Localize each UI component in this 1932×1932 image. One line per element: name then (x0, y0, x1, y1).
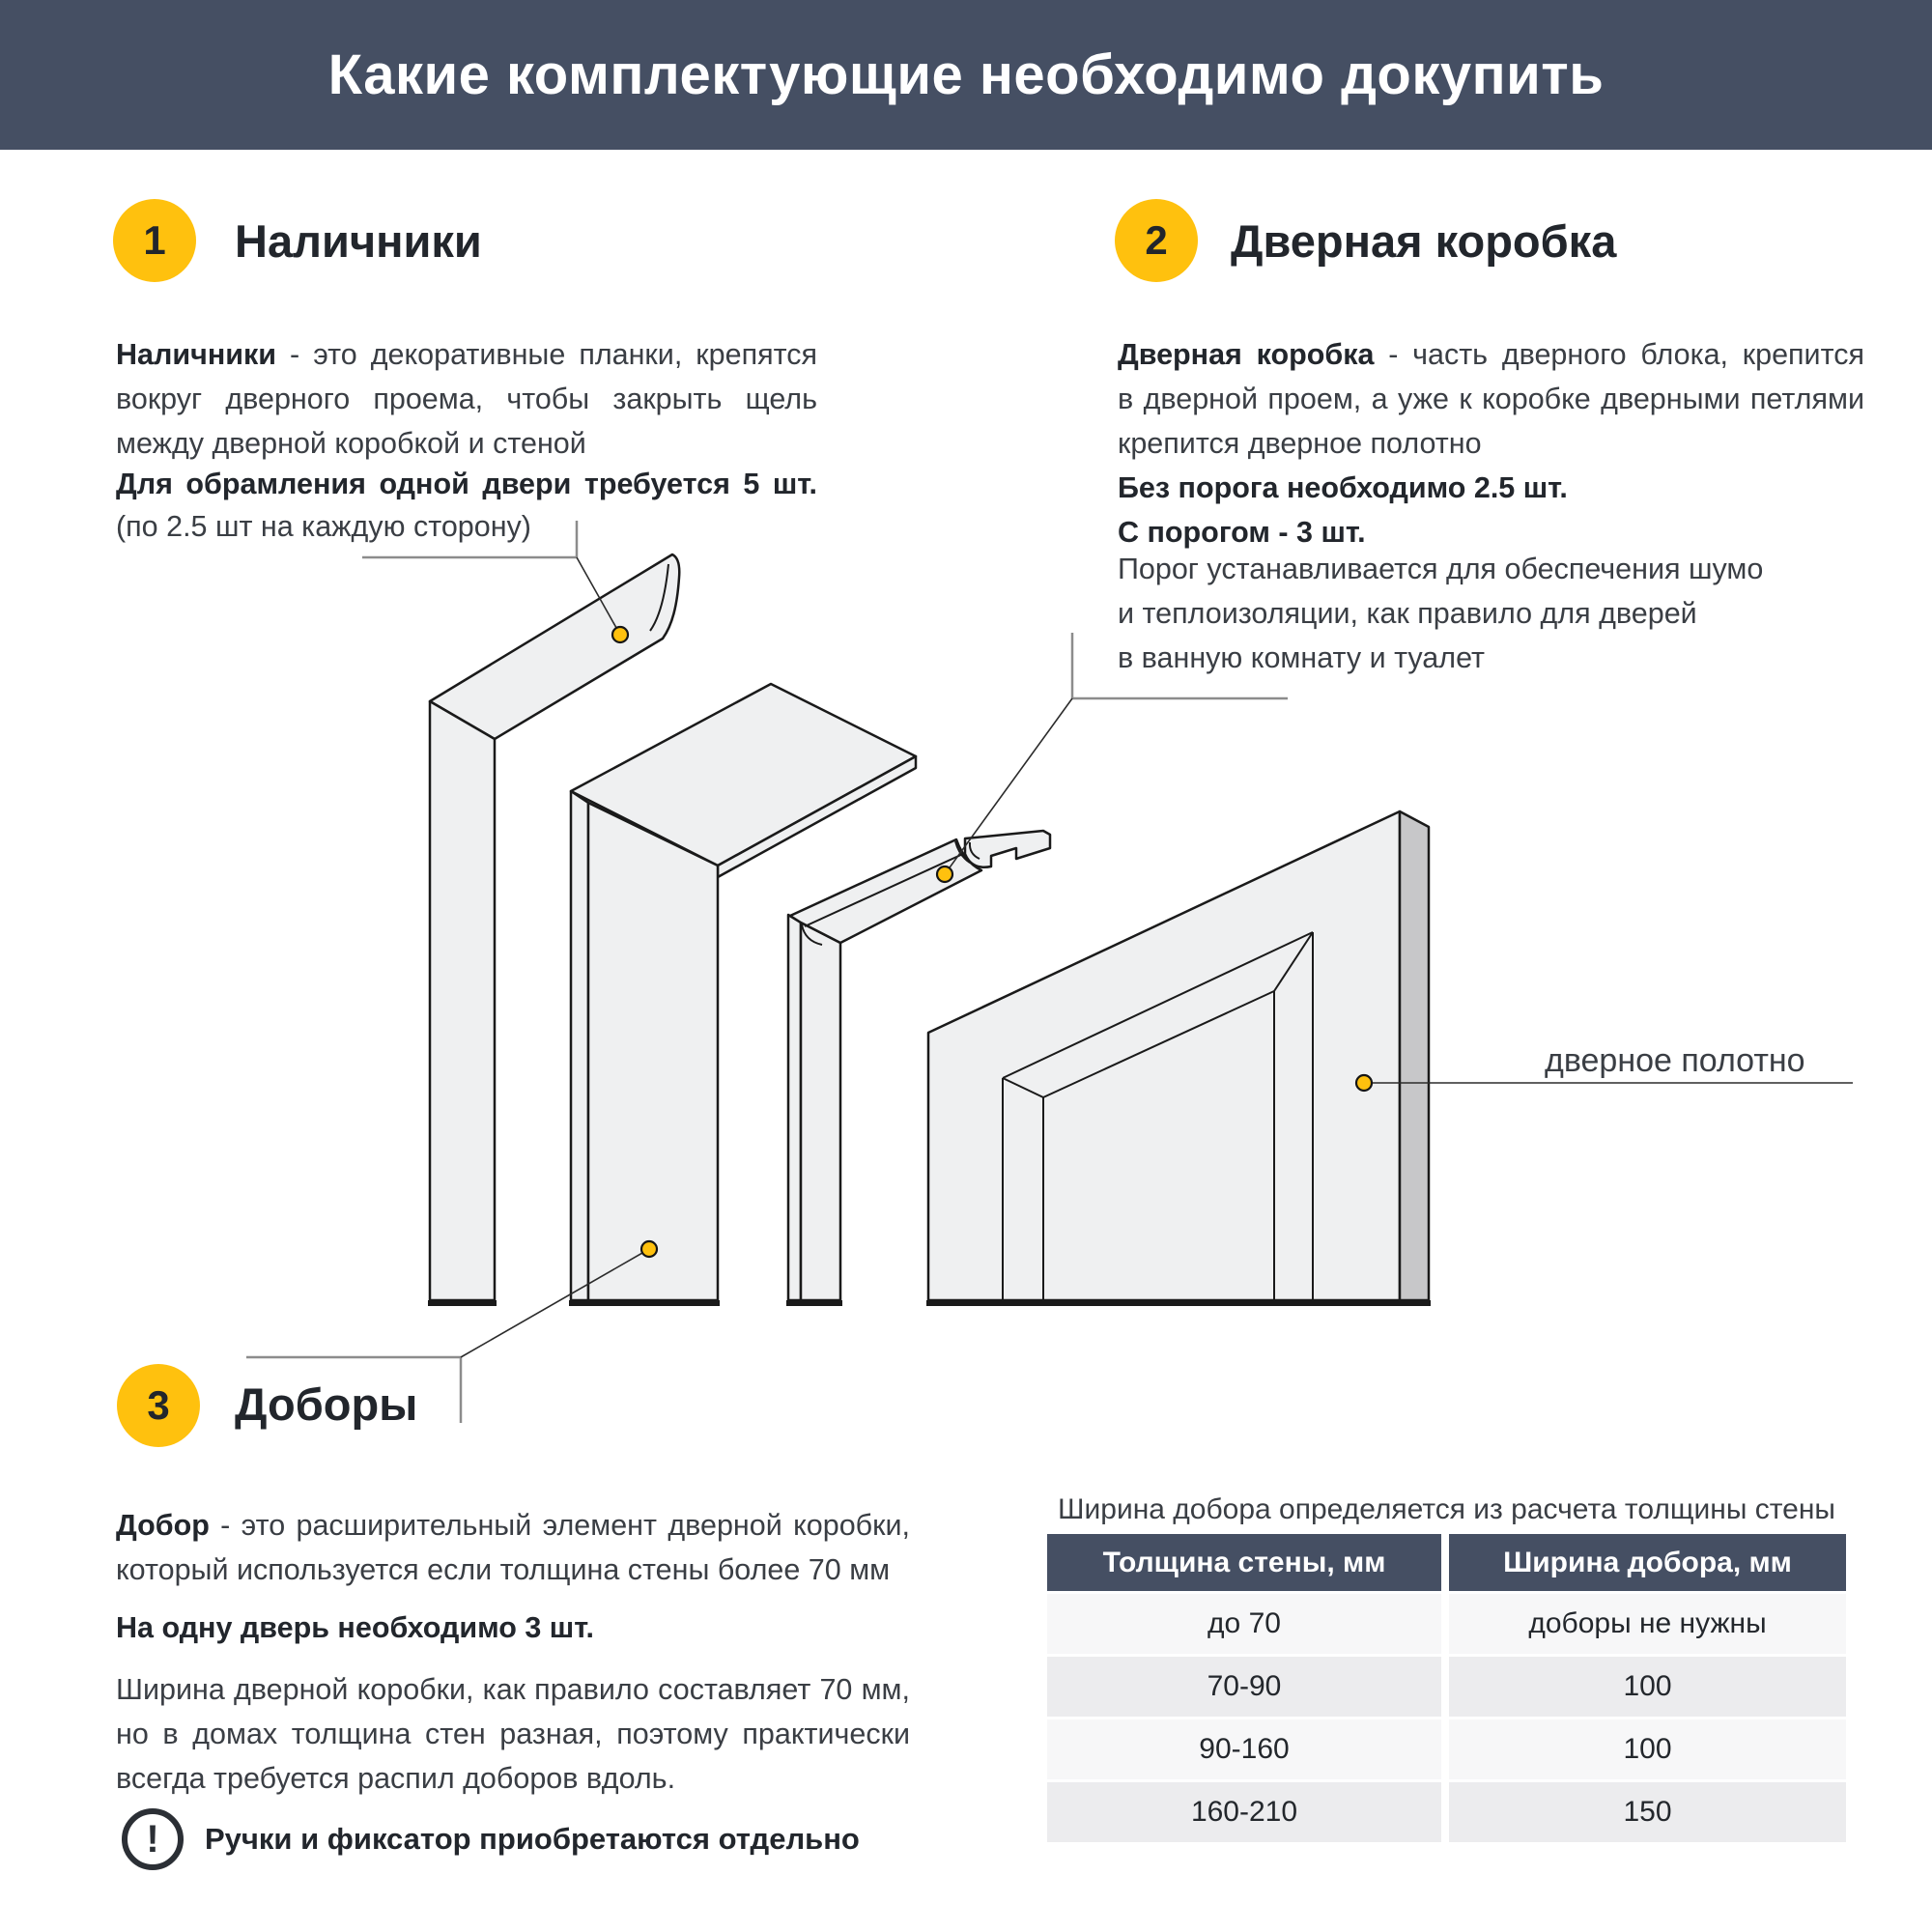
section-2-quantity-1: Без порога необходимо 2.5 шт. (1118, 471, 1568, 504)
section-1-title: Наличники (235, 215, 482, 267)
table-cell: до 70 (1047, 1594, 1441, 1654)
section-3-paragraph (116, 1503, 910, 1592)
text-line: всегда требуется распил доборов вдоль. (116, 1762, 676, 1795)
table-cell: 150 (1449, 1782, 1846, 1842)
table-row (1047, 1782, 1846, 1842)
text-line: Ширина дверной коробки, как правило составляет 70 мм, (116, 1673, 910, 1706)
section-3-quantity: На одну дверь необходимо 3 шт. (116, 1611, 594, 1644)
section-1-badge (113, 199, 196, 282)
section-2-paragraph (1118, 332, 1864, 466)
text-line: который используется если толщина стены более 70 мм (116, 1553, 891, 1586)
section-3-number: 3 (147, 1382, 170, 1428)
casing-marker-dot (612, 627, 628, 642)
extension-board-shape (569, 684, 916, 1303)
section-2-title: Дверная коробка (1231, 215, 1617, 267)
extension-marker-dot (641, 1241, 657, 1257)
table-header-extension-width: Ширина добора, мм (1449, 1534, 1846, 1591)
door-leaf-marker-dot (1356, 1075, 1372, 1091)
table-cell: доборы не нужны (1449, 1594, 1846, 1654)
text-line: Наличники - это декоративные планки, крепятся (116, 338, 817, 371)
section-3-width-note (116, 1667, 910, 1801)
text-line: Добор - это расширительный элемент дверной коробки, (116, 1509, 910, 1542)
threshold-shape (965, 831, 1050, 867)
table-header-wall-thickness: Толщина стены, мм (1047, 1534, 1441, 1591)
table-row (1047, 1594, 1846, 1654)
table-cell: 160-210 (1047, 1782, 1441, 1842)
warning-text: Ручки и фиксатор приобретаются отдельно (205, 1822, 860, 1856)
text-line: и теплоизоляции, как правило для дверей (1118, 597, 1697, 630)
table-header-row (1047, 1534, 1846, 1591)
section-3-badge (117, 1364, 200, 1447)
door-leaf-shape (926, 811, 1431, 1303)
section-1-number: 1 (143, 217, 166, 263)
extension-width-table (1047, 1534, 1846, 1842)
threshold-marker-dot (937, 867, 952, 882)
section-2-threshold-note (1118, 547, 1881, 680)
table-cell: 100 (1449, 1657, 1846, 1717)
text-line: в дверной проем, а уже к коробке дверными петлями (1118, 383, 1864, 415)
header-bar (0, 0, 1932, 150)
section-2-quantity-2: С порогом - 3 шт. (1118, 516, 1366, 549)
section-1-quantity: Для обрамления одной двери требуется 5 шт. (116, 468, 817, 500)
table-cell: 70-90 (1047, 1657, 1441, 1717)
table-row (1047, 1657, 1846, 1717)
table-cell: 100 (1449, 1719, 1846, 1779)
text-line: Дверная коробка - часть дверного блока, крепится (1118, 338, 1864, 371)
exclamation-icon: ! (122, 1808, 184, 1870)
table-caption: Ширина добора определяется из расчета толщины стены (1058, 1493, 1835, 1525)
text-line: крепится дверное полотно (1118, 427, 1482, 460)
text-line: но в домах толщина стен разная, поэтому практически (116, 1718, 910, 1750)
page-title: Какие комплектующие необходимо докупить (327, 43, 1605, 106)
table-row (1047, 1719, 1846, 1779)
text-line: вокруг дверного проема, чтобы закрыть щель (116, 383, 817, 415)
table-cell: 90-160 (1047, 1719, 1441, 1779)
section-1-note: (по 2.5 шт на каждую сторону) (116, 510, 531, 543)
section-2-badge (1115, 199, 1198, 282)
section-1-paragraph (116, 332, 817, 466)
text-line: в ванную комнату и туалет (1118, 641, 1485, 674)
text-line: Порог устанавливается для обеспечения шумо (1118, 553, 1764, 585)
section-3-title: Доборы (235, 1378, 418, 1430)
door-leaf-label: дверное полотно (1545, 1042, 1805, 1079)
text-line: между дверной коробкой и стеной (116, 427, 586, 460)
section-2-number: 2 (1145, 217, 1168, 263)
